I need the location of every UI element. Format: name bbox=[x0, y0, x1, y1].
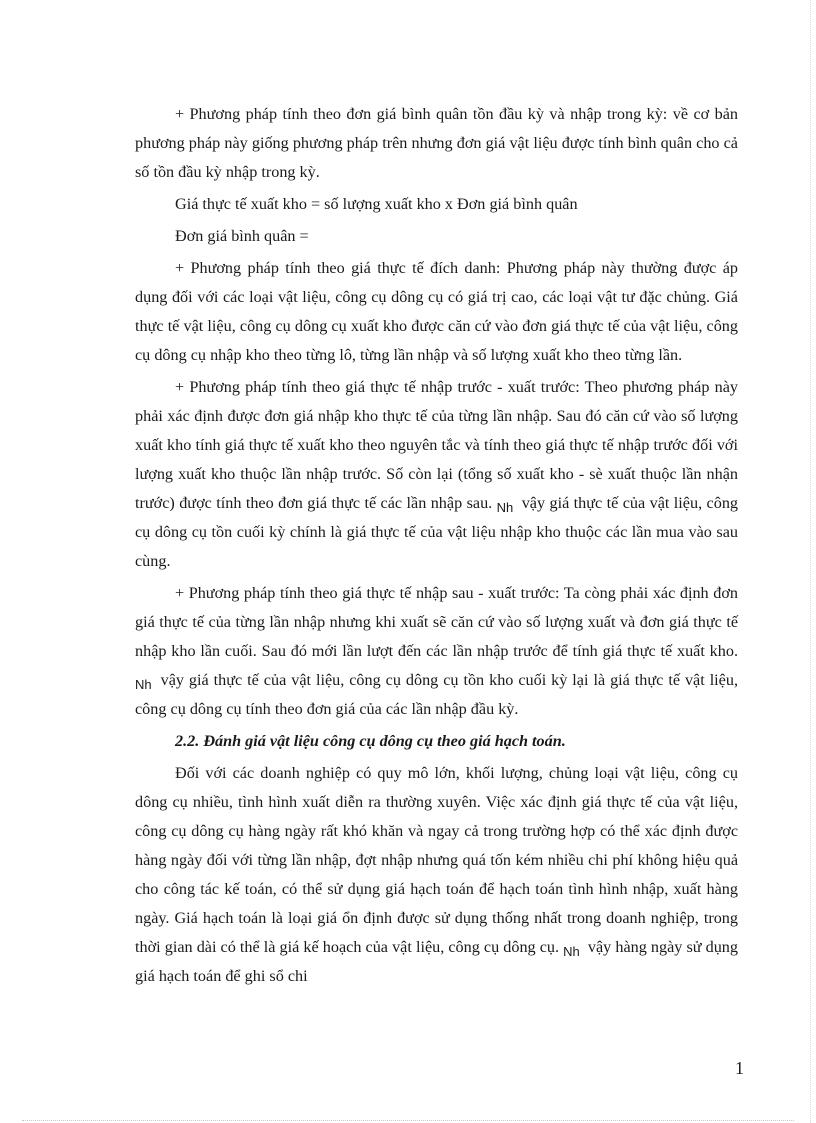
paragraph-lifo-method bbox=[135, 579, 738, 724]
nh-fragment: Nh bbox=[563, 944, 580, 959]
paragraph-fifo-method bbox=[135, 373, 738, 576]
paragraph-text: + Phương pháp tính theo giá thực tế nhập sau - xuất trước: Ta còng phải xác định đơn giá thực tế của từng lần nhập nhưng khi xuất sẽ căn cứ vào số lượng xuất và đơn giá thực tế nhập kho lần cuối. Sau đó mới lần lượt đến các lần nhập trước để tính giá thực tế xuất kho. bbox=[135, 584, 738, 660]
paragraph-text: vậy hàng ngày sử dụng giá hạch toán để ghi sổ chi bbox=[135, 938, 738, 985]
paragraph-average-price-method bbox=[135, 100, 738, 187]
nh-fragment: Nh bbox=[135, 677, 152, 692]
formula-text: Giá thực tế xuất kho = số lượng xuất kho x Đơn giá bình quân bbox=[175, 195, 578, 213]
paragraph-specific-identification-method bbox=[135, 254, 738, 370]
paragraph-text: + Phương pháp tính theo giá thực tế đích danh: Phương pháp này thường được áp dụng đối với các loại vật liệu, công cụ dông cụ có giá trị cao, các loại vật tư đặc chủng. Giá thực tế vật liệu, công cụ dông cụ xuất kho được căn cứ vào đơn giá thực tế của vật liệu, công cụ dông cụ nhập kho theo từng lô, từng lần nhập và số lượng xuất kho theo từng lần. bbox=[135, 259, 738, 364]
paragraph-text: + Phương pháp tính theo đơn giá bình quân tồn đầu kỳ và nhập trong kỳ: về cơ bản phương pháp này giống phương pháp trên nhưng đơn giá vật liệu được tính bình quân cho cả số tồn đầu kỳ nhập trong kỳ. bbox=[135, 105, 738, 181]
paragraph-text: vậy giá thực tế của vật liệu, công cụ dông cụ tồn cuối kỳ chính là giá thực tế của vật liệu nhập kho thuộc các lần mua vào sau cùng. bbox=[135, 494, 739, 570]
paragraph-text: vậy giá thực tế của vật liệu, công cụ dông cụ tồn kho cuối kỳ lại là giá thực tế vật liệu, công cụ dông cụ tính theo đơn giá của các lần nhập đầu kỳ. bbox=[135, 671, 739, 718]
page-number: 1 bbox=[735, 1058, 744, 1078]
formula-text: Đơn giá bình quân = bbox=[175, 227, 309, 245]
paragraph-text: Đối với các doanh nghiệp có quy mô lớn, khối lượng, chủng loại vật liệu, công cụ dông cụ nhiều, tình hình xuất diễn ra thường xuyên. Việc xác định giá thực tế của vật liệu, công cụ dông cụ hàng ngày rất khó khăn và ngay cả trong trường hợp có thể xác định được hàng ngày đối với từng lần nhập, đợt nhập nhưng quá tốn kém nhiều chi phí không hiệu quả cho công tác kế toán, có thể sử dụng giá hạch toán để hạch toán tình hình nhập, xuất hàng ngày. Giá hạch toán là loại giá ổn định được sử dụng thống nhất trong doanh nghiệp, trong thời gian dài có thể là giá kế hoạch của vật liệu, công cụ dông cụ. bbox=[135, 764, 738, 956]
formula-actual-price bbox=[135, 190, 738, 219]
section-heading bbox=[135, 727, 738, 756]
side-divider bbox=[810, 0, 811, 1123]
document-body bbox=[135, 100, 738, 991]
footer-divider bbox=[22, 1120, 794, 1121]
paragraph-text: + Phương pháp tính theo giá thực tế nhập trước - xuất trước: Theo phương pháp này phải xác định được đơn giá nhập kho thực tế của từng lần nhập. Sau đó căn cứ vào số lượng xuất kho tính giá thực tế xuất kho theo nguyên tắc và tính theo giá thực tế nhập trước đối với lượng xuất kho thuộc lần nhập trước. Số còn lại (tổng số xuất kho - sè xuất thuộc lần nhận trước) được tính theo đơn giá thực tế các lần nhập sau. bbox=[135, 378, 738, 512]
paragraph-accounting-price bbox=[135, 759, 738, 991]
nh-fragment: Nh bbox=[496, 500, 514, 515]
heading-text: 2.2. Đánh giá vật liệu công cụ dông cụ theo giá hạch toán. bbox=[175, 732, 566, 750]
formula-average-unit-price bbox=[135, 222, 738, 251]
